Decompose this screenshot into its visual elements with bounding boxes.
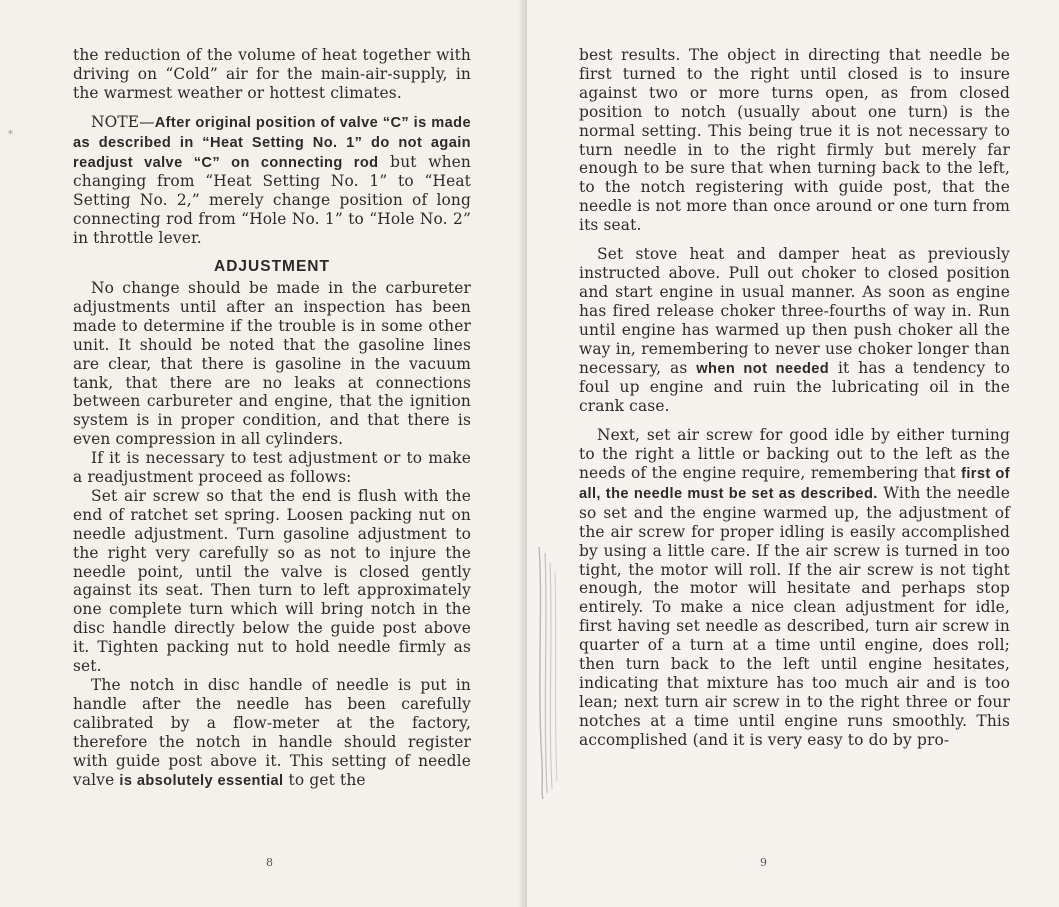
rp3-bold: first of all, the needle must be set as described. bbox=[579, 466, 1010, 502]
pencil-marks bbox=[533, 543, 563, 803]
left-page-text bbox=[73, 46, 471, 790]
rp3-text-a: Next, set air screw for good idle by either turning to the right a little or backing out to the left as the needs of the engine require, remembering that bbox=[579, 426, 1010, 483]
p4-text-b: to get the bbox=[283, 770, 366, 789]
rp2-text-a: Set stove heat and damper heat as previously instructed above. Pull out choker to closed position and start engine in usual manner. As soon as engine has fired release choker three-fourths of way in. Run until engine has warmed up then push choker all the way in, remembering to never use choker longer than necessary, as bbox=[579, 245, 1010, 377]
right-paragraph-1: best results. The object in directing that needle be first turned to the right until closed is to insure against two or more turns open, as from closed position to notch (usually about one turn) is the normal setting. This being true it is not necessary to turn needle in to the right firmly but merely far enough to be sure that when turning back to the left, to the notch registering with guide post, that the needle is not more than once around or one turn from its seat. bbox=[579, 46, 1010, 235]
adjustment-paragraph-4 bbox=[73, 676, 471, 790]
right-page bbox=[527, 0, 1059, 907]
intro-paragraph: the reduction of the volume of heat together with driving on “Cold” air for the main-air-supply, in the warmest weather or hottest climates. bbox=[73, 46, 471, 102]
adjustment-paragraph-1: No change should be made in the carbureter adjustments until after an inspection has been made to determine if the trouble is in some other unit. It should be noted that the gasoline lines are clear, that there is gasoline in the vacuum tank, that there are no leaks at connections between carbureter and engine, that the ignition system is in proper condition, and that there is even compression in all cylinders. bbox=[73, 278, 471, 449]
note-lead: NOTE— bbox=[91, 112, 155, 131]
paper-fleck: ⁎ bbox=[8, 126, 13, 137]
rp2-text-b: it has a tendency to foul up engine and ruin the lubricating oil in the crank case. bbox=[579, 358, 1010, 416]
note-rest: but when changing from “Heat Setting No. 1” to “Heat Setting No. 2,” merely change position of long connecting rod from “Hole No. 1” to “Hole No. 2” in throttle lever. bbox=[73, 152, 471, 248]
right-paragraph-2 bbox=[579, 245, 1010, 416]
adjustment-paragraph-3: Set air screw so that the end is flush with the end of ratchet set spring. Loosen packing nut on needle adjustment. Turn gasoline adjustment to the right very carefully so as not to injure the needle point, until the valve is closed gently against its seat. Then turn to left approximately one complete turn which will bring notch in the disc handle directly below the guide post above it. Tighten packing nut to hold needle firmly as set. bbox=[73, 486, 471, 676]
rp2-bold: when not needed bbox=[696, 360, 830, 377]
note-paragraph bbox=[73, 113, 471, 248]
adjustment-paragraph-2: If it is necessary to test adjustment or to make a readjustment proceed as follows: bbox=[73, 449, 471, 487]
right-page-text bbox=[579, 46, 1010, 750]
p4-bold: is absolutely essential bbox=[119, 772, 284, 789]
right-paragraph-3 bbox=[579, 426, 1010, 749]
note-bold: After original position of valve “C” is made as described in “Heat Setting No. 1” do not again readjust valve “C” on connecting rod bbox=[73, 114, 471, 171]
p4-text-a: The notch in disc handle of needle is put in handle after the needle has been carefully calibrated by a flow-meter at the factory, therefore the notch in handle should register with guide post above it. This setting of needle valve bbox=[73, 676, 471, 789]
left-page bbox=[0, 0, 525, 907]
page-number-left: 8 bbox=[266, 856, 273, 869]
rp3-text-b: With the needle so set and the engine warmed up, the adjustment of the air screw for proper idling is easily accomplished by using a little care. If the air screw is turned in too tight, the motor will roll. If the air screw is not tight enough, the motor will hesitate and perhaps stop entirely. To make a nice clean adjustment for idle, first having set needle as described, turn air screw in quarter of a turn at a time until engine, does roll; then turn back to the left until engine hesitates, indicating that mixture has too much air and is too lean; next turn air screw in to the right three or four notches at a time until engine runs smoothly. This accomplished (and it is very easy to do by pro- bbox=[579, 483, 1010, 749]
section-heading: ADJUSTMENT bbox=[214, 258, 330, 276]
page-number-right: 9 bbox=[760, 856, 767, 869]
